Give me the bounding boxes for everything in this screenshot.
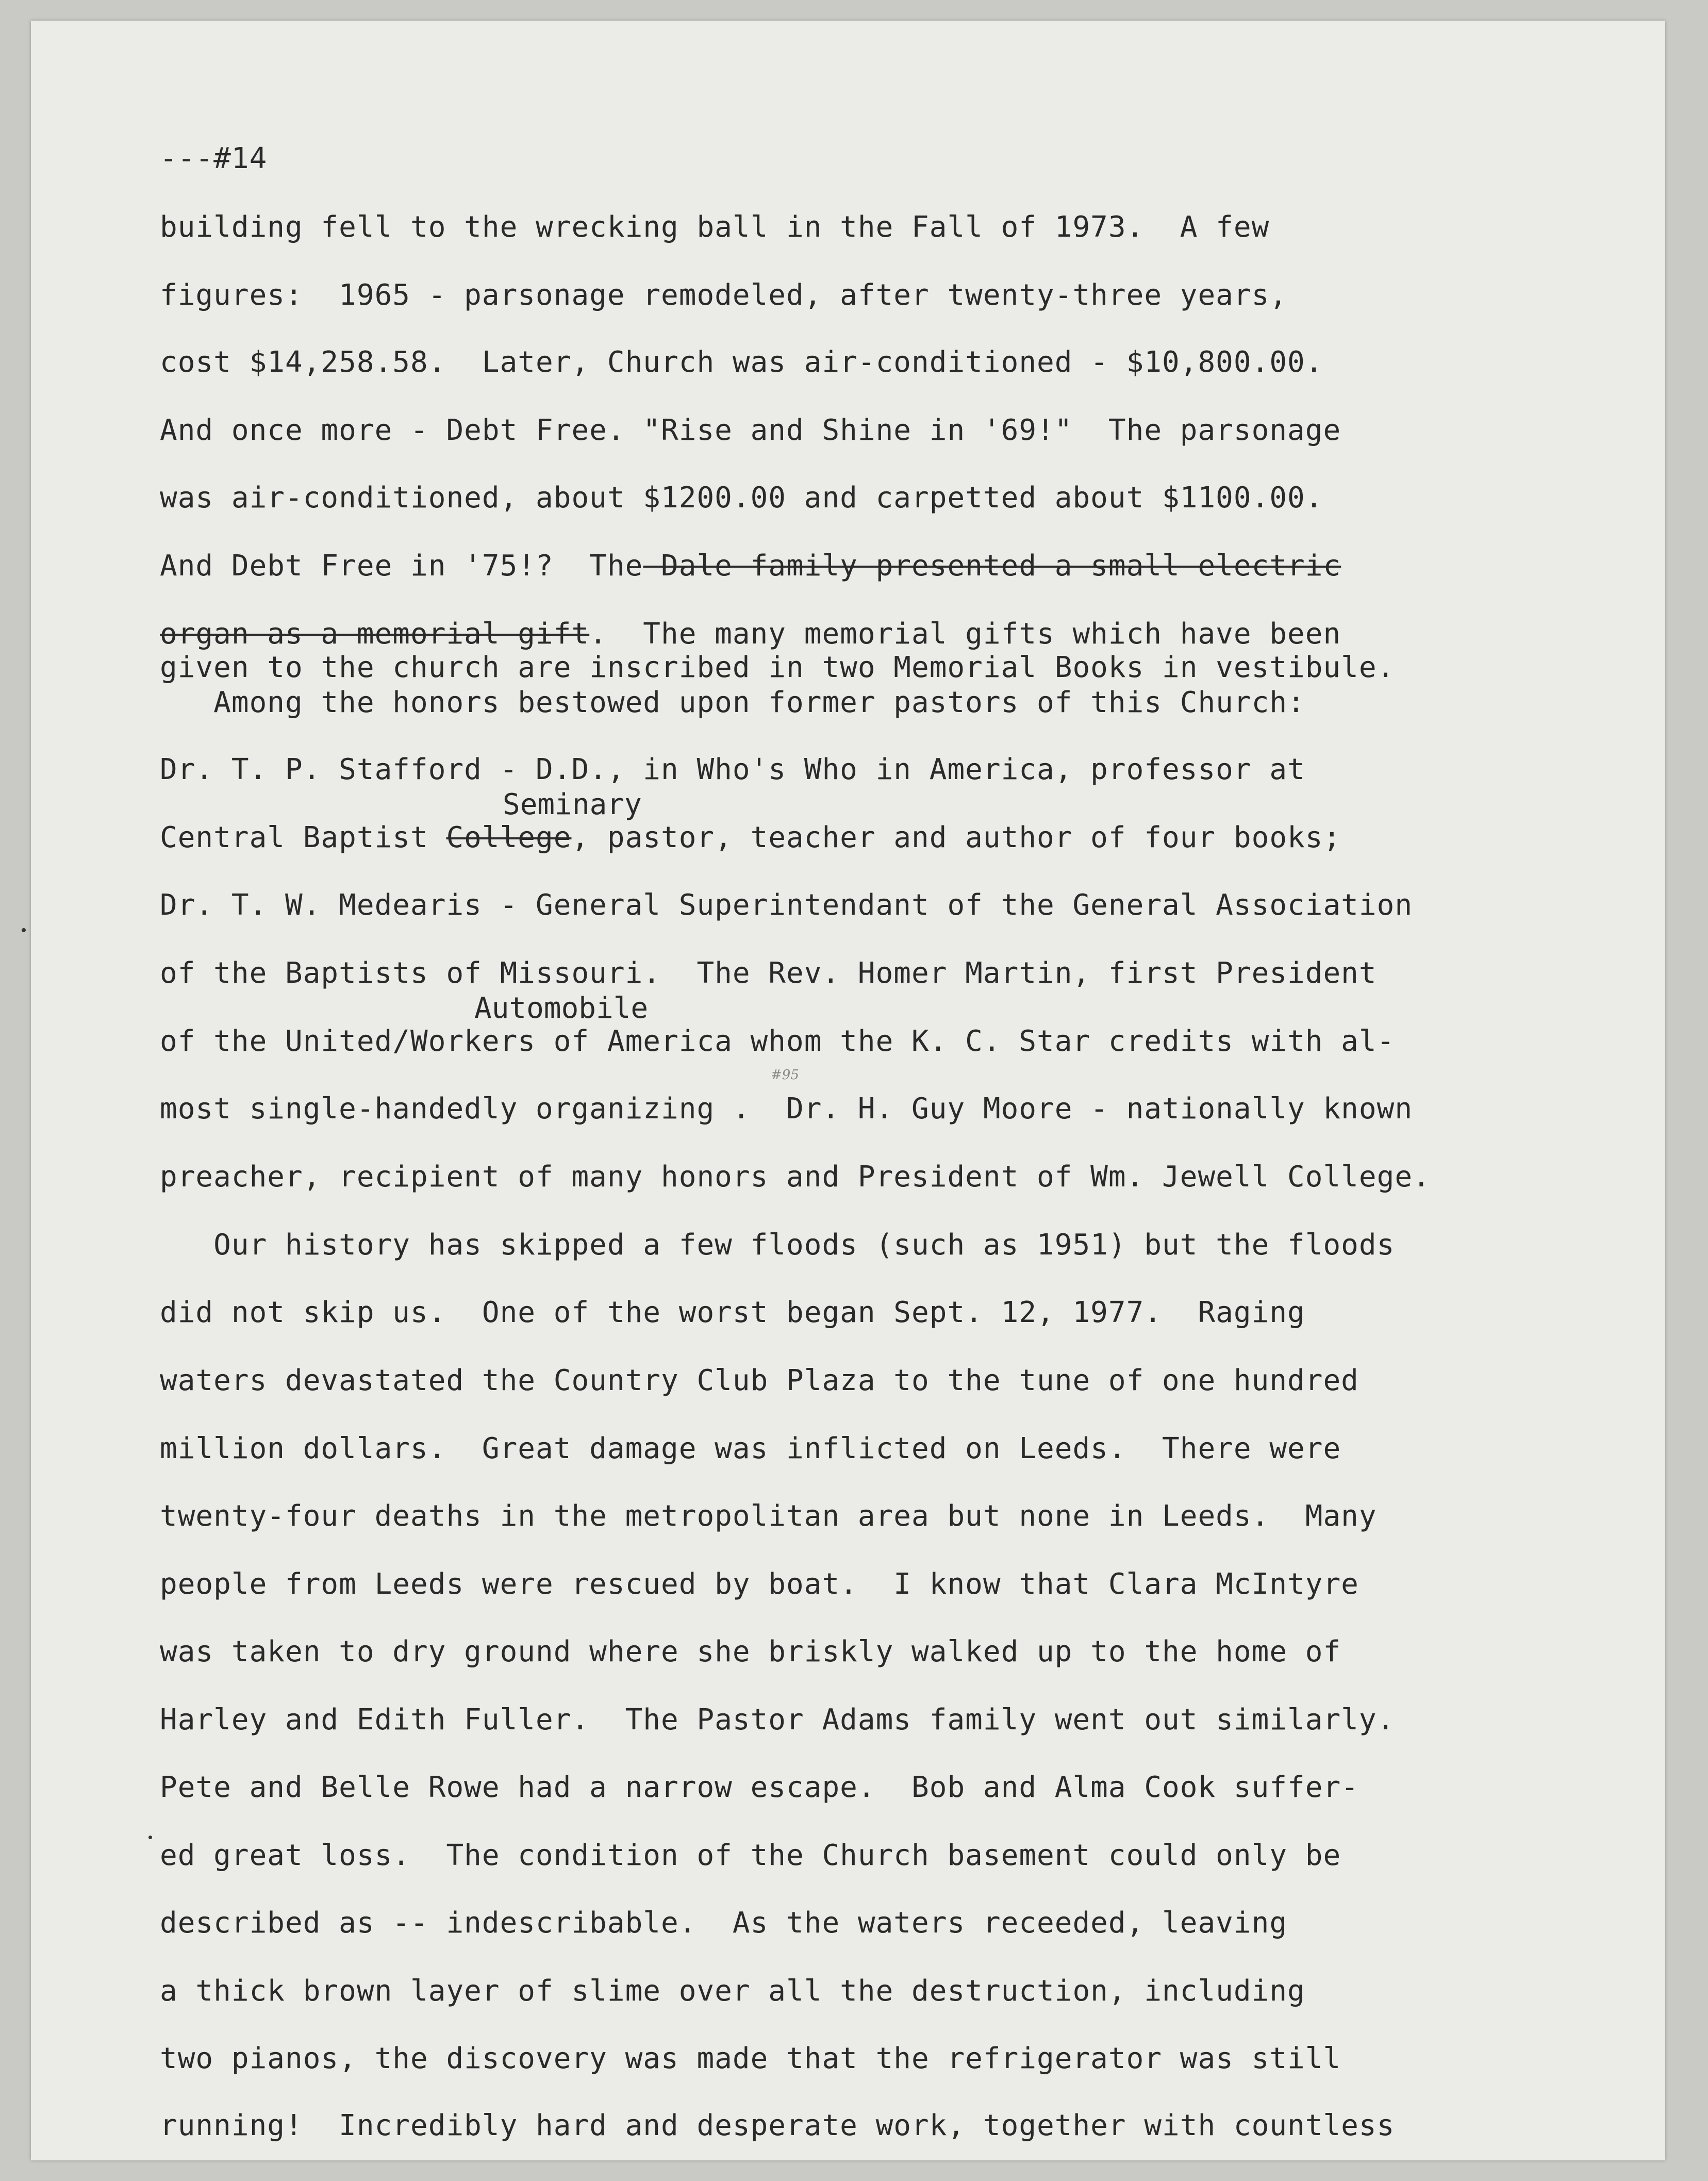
text-line: ed great loss. The condition of the Church basement could only be xyxy=(160,1839,1341,1872)
text-line: Dr. T. W. Medearis - General Superintendant of the General Association xyxy=(160,888,1413,922)
text-line: did not skip us. One of the worst began Sept. 12, 1977. Raging xyxy=(160,1296,1305,1329)
ink-speck xyxy=(22,928,26,932)
text-line xyxy=(160,549,1341,583)
text-line: Pete and Belle Rowe had a narrow escape. Bob and Alma Cook suffer- xyxy=(160,1771,1359,1804)
text-line: Harley and Edith Fuller. The Pastor Adams family went out similarly. xyxy=(160,1703,1395,1737)
text-line: described as -- indescribable. As the waters receeded, leaving xyxy=(160,1906,1288,1940)
text-span: , pastor, teacher and author of four books; xyxy=(571,821,1341,854)
text-line: twenty-four deaths in the metropolitan area but none in Leeds. Many xyxy=(160,1499,1377,1533)
text-line: running! Incredibly hard and desperate work, together with countless xyxy=(160,2109,1395,2142)
text-line: of the United/Workers of America whom the K. C. Star credits with al- xyxy=(160,1025,1395,1058)
typed-insertion: Seminary xyxy=(503,788,642,821)
text-span: And Debt Free in '75!? The xyxy=(160,549,643,583)
text-line: million dollars. Great damage was inflicted on Leeds. There were xyxy=(160,1432,1341,1465)
text-line: And once more - Debt Free. "Rise and Shine in '69!" The parsonage xyxy=(160,414,1341,447)
struck-text: Dale family presented a small electric xyxy=(643,549,1341,583)
text-line: most single-handedly organizing . Dr. H. Guy Moore - nationally known xyxy=(160,1092,1413,1126)
struck-text: College xyxy=(446,821,572,854)
text-span: Central Baptist xyxy=(160,821,446,854)
text-span: . The many memorial gifts which have been xyxy=(589,617,1341,651)
text-line: waters devastated the Country Club Plaza to the tune of one hundred xyxy=(160,1364,1359,1397)
typed-insertion: Automobile xyxy=(474,992,649,1025)
text-line: of the Baptists of Missouri. The Rev. Homer Martin, first President xyxy=(160,956,1377,990)
text-line: building fell to the wrecking ball in the Fall of 1973. A few xyxy=(160,210,1270,244)
text-line: Dr. T. P. Stafford - D.D., in Who's Who in America, professor at xyxy=(160,753,1305,786)
text-line: given to the church are inscribed in two Memorial Books in vestibule. xyxy=(160,651,1395,684)
text-line: Among the honors bestowed upon former pastors of this Church: xyxy=(160,686,1305,719)
text-line: Our history has skipped a few floods (such as 1951) but the floods xyxy=(160,1228,1395,1262)
text-line: cost $14,258.58. Later, Church was air-conditioned - $10,800.00. xyxy=(160,345,1323,379)
text-line: was taken to dry ground where she briskly walked up to the home of xyxy=(160,1635,1341,1668)
text-line xyxy=(160,617,1341,651)
text-line: preacher, recipient of many honors and President of Wm. Jewell College. xyxy=(160,1160,1431,1194)
page-number: ---#14 xyxy=(160,142,268,175)
ink-speck xyxy=(148,1836,152,1839)
text-line: figures: 1965 - parsonage remodeled, after twenty-three years, xyxy=(160,278,1288,312)
document-page xyxy=(31,21,1665,2160)
text-line: people from Leeds were rescued by boat. I know that Clara McIntyre xyxy=(160,1567,1359,1601)
handwritten-note: #95 xyxy=(771,1067,799,1083)
text-line: two pianos, the discovery was made that the refrigerator was still xyxy=(160,2042,1341,2075)
typed-text xyxy=(160,21,1645,2142)
struck-text: organ as a memorial gift xyxy=(160,617,590,651)
text-line: a thick brown layer of slime over all the destruction, including xyxy=(160,1974,1305,2008)
text-line xyxy=(160,821,1341,854)
text-line: was air-conditioned, about $1200.00 and carpetted about $1100.00. xyxy=(160,481,1323,515)
